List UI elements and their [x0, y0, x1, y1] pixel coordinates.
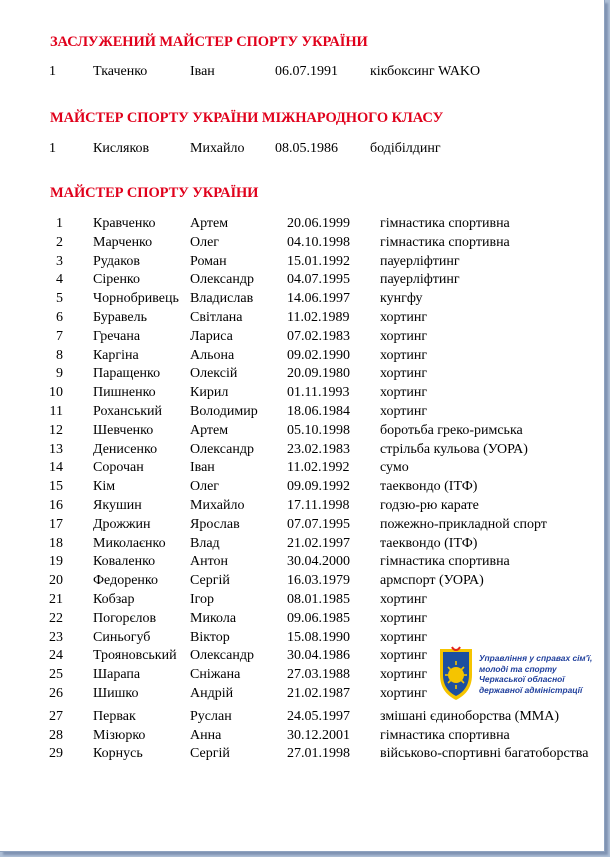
first-name: Олег	[190, 479, 220, 495]
sport: хортинг	[380, 385, 428, 401]
row-number: 11	[49, 404, 63, 419]
birth-date: 15.01.1992	[287, 253, 350, 269]
row-number: 27	[49, 708, 63, 724]
birth-date: 30.04.2000	[287, 554, 350, 570]
row-number: 9	[56, 366, 63, 382]
logo-caption	[479, 653, 605, 695]
birth-date: 20.06.1999	[287, 216, 350, 231]
first-name: Руслан	[190, 708, 232, 724]
surname: Федоренко	[93, 573, 159, 589]
surname: Каргіна	[93, 347, 139, 363]
sport: кунгфу	[380, 291, 423, 307]
row-number: 14	[49, 460, 63, 476]
sport: таеквондо (ІТФ)	[380, 535, 478, 551]
sport: таеквондо (ІТФ)	[380, 479, 478, 495]
birth-date: 15.08.1990	[287, 629, 350, 645]
department-logo	[437, 645, 607, 701]
birth-date: 21.02.1997	[287, 535, 350, 551]
sport: кікбоксинг WAKO	[370, 64, 481, 79]
logo-line: Черкаської обласної	[479, 674, 565, 684]
surname: Пишненко	[93, 385, 156, 401]
first-name: Іван	[190, 460, 215, 476]
birth-date: 11.02.1992	[287, 460, 350, 476]
sport: пауерліфтинг	[380, 253, 460, 269]
surname: Корнусь	[93, 746, 143, 762]
row-number: 12	[49, 422, 63, 438]
row-number: 15	[49, 479, 63, 495]
sport: армспорт (УОРА)	[380, 573, 484, 589]
sport: гімнастика спортивна	[380, 554, 510, 570]
sport: гімнастика спортивна	[380, 727, 510, 743]
surname: Ткаченко	[93, 64, 148, 79]
row-number: 26	[49, 686, 63, 701]
first-name: Сергій	[190, 573, 230, 589]
row-number: 1	[49, 64, 56, 79]
row-number: 20	[49, 573, 63, 589]
row-number: 28	[49, 727, 63, 743]
sport: гімнастика спортивна	[380, 216, 510, 231]
first-name: Сергій	[190, 746, 230, 762]
birth-date: 17.11.1998	[287, 498, 350, 513]
section-heading: МАЙСТЕР СПОРТУ УКРАЇНИ МІЖНАРОДНОГО КЛАСУ	[50, 110, 444, 126]
row-number: 19	[49, 554, 63, 570]
birth-date: 20.09.1980	[287, 366, 350, 382]
row-number: 3	[56, 253, 63, 269]
surname: Чорнобривець	[93, 291, 179, 307]
birth-date: 27.03.1988	[287, 667, 350, 683]
row-number: 2	[56, 234, 63, 250]
surname: Шевченко	[93, 422, 154, 438]
birth-date: 04.10.1998	[287, 234, 350, 250]
row-number: 13	[49, 441, 63, 457]
row-number: 21	[49, 592, 63, 607]
sport: хортинг	[380, 366, 428, 382]
first-name: Владислав	[190, 291, 254, 307]
birth-date: 07.02.1983	[287, 328, 350, 344]
surname: Трояновський	[93, 648, 177, 664]
first-name: Олексій	[190, 366, 238, 382]
surname: Гречана	[93, 328, 141, 344]
surname: Сорочан	[93, 460, 144, 476]
birth-date: 14.06.1997	[287, 291, 350, 307]
logo-line: Управління у справах сім'ї,	[479, 653, 593, 663]
first-name: Лариса	[190, 328, 233, 344]
row-number: 1	[49, 141, 56, 156]
row-number: 18	[49, 535, 63, 551]
first-name: Іван	[190, 64, 215, 79]
birth-date: 30.12.2001	[287, 727, 350, 743]
sport: боротьба греко-римська	[380, 422, 523, 438]
row-number: 5	[56, 291, 63, 307]
birth-date: 09.09.1992	[287, 479, 350, 495]
surname: Первак	[93, 708, 136, 724]
first-name: Олександр	[190, 272, 254, 288]
sport: сумо	[380, 460, 409, 476]
birth-date: 08.05.1986	[275, 141, 338, 156]
sport: хортинг	[380, 592, 428, 607]
first-name: Світлана	[190, 310, 243, 325]
row-number: 24	[49, 648, 63, 664]
birth-date: 04.07.1995	[287, 272, 350, 288]
birth-date: 16.03.1979	[287, 573, 350, 589]
surname: Кравченко	[93, 216, 156, 231]
birth-date: 27.01.1998	[287, 746, 350, 762]
surname: Марченко	[93, 234, 153, 250]
first-name: Артем	[190, 216, 229, 231]
sport: хортинг	[380, 347, 428, 363]
sport: гімнастика спортивна	[380, 234, 510, 250]
birth-date: 30.04.1986	[287, 648, 350, 664]
first-name: Альона	[190, 347, 235, 363]
row-number: 4	[56, 272, 63, 288]
row-number: 1	[56, 216, 63, 231]
row-number: 23	[49, 629, 63, 645]
row-number: 17	[49, 516, 63, 532]
birth-date: 24.05.1997	[287, 708, 350, 724]
surname: Синьогуб	[93, 629, 151, 645]
first-name: Микола	[190, 610, 237, 626]
first-name: Олександр	[190, 441, 254, 457]
row-number: 16	[49, 498, 63, 513]
birth-date: 23.02.1983	[287, 441, 350, 457]
section-heading: МАЙСТЕР СПОРТУ УКРАЇНИ	[50, 185, 259, 201]
surname: Якушин	[93, 498, 142, 513]
first-name: Ярослав	[190, 516, 240, 532]
sport: хортинг	[380, 629, 428, 645]
sport: військово-спортивні багатоборства	[380, 746, 589, 762]
surname: Погорєлов	[93, 610, 157, 626]
surname: Сіренко	[93, 272, 141, 288]
surname: Миколаєнко	[93, 535, 166, 551]
sport: стрільба кульова (УОРА)	[380, 441, 528, 457]
first-name: Анна	[190, 727, 222, 743]
sport: хортинг	[380, 328, 428, 344]
first-name: Ігор	[190, 592, 215, 607]
surname: Дрожжин	[93, 516, 151, 532]
surname: Кобзар	[93, 592, 135, 607]
row-number: 29	[49, 746, 63, 762]
birth-date: 06.07.1991	[275, 64, 338, 79]
row-number: 8	[56, 347, 63, 363]
sport: годзю-рю карате	[380, 498, 479, 513]
birth-date: 05.10.1998	[287, 422, 350, 438]
first-name: Артем	[190, 422, 229, 438]
surname: Роханський	[93, 404, 162, 419]
surname: Коваленко	[93, 554, 156, 570]
sport: хортинг	[380, 310, 428, 325]
first-name: Володимир	[190, 404, 258, 419]
sport: хортинг	[380, 648, 428, 664]
surname: Рудаков	[93, 253, 140, 269]
sport: пожежно-прикладной спорт	[380, 516, 547, 532]
first-name: Олег	[190, 234, 220, 250]
logo-line: молоді та спорту	[479, 663, 557, 674]
birth-date: 18.06.1984	[287, 404, 350, 419]
first-name: Андрій	[190, 686, 234, 701]
first-name: Кирил	[190, 385, 229, 401]
first-name: Михайло	[190, 141, 245, 156]
birth-date: 09.02.1990	[287, 347, 350, 363]
surname: Мізюрко	[93, 727, 146, 743]
sport: хортинг	[380, 404, 428, 419]
birth-date: 09.06.1985	[287, 610, 350, 626]
birth-date: 11.02.1989	[287, 310, 350, 325]
row-number: 7	[56, 328, 63, 344]
row-number: 6	[56, 310, 63, 325]
first-name: Віктор	[190, 629, 230, 645]
logo-line: державної адміністрації	[479, 684, 583, 695]
surname: Кім	[93, 479, 116, 495]
birth-date: 07.07.1995	[287, 516, 350, 532]
surname: Кисляков	[93, 141, 150, 156]
sport: хортинг	[380, 686, 428, 701]
sport: хортинг	[380, 667, 428, 683]
row-number: 10	[49, 385, 63, 401]
surname: Буравель	[93, 310, 148, 325]
first-name: Олександр	[190, 648, 254, 664]
sport: бодібілдинг	[370, 141, 441, 156]
first-name: Антон	[190, 554, 229, 570]
surname: Паращенко	[93, 366, 161, 382]
first-name: Михайло	[190, 498, 245, 513]
surname: Денисенко	[93, 441, 158, 457]
surname: Шишко	[93, 686, 139, 701]
birth-date: 01.11.1993	[287, 385, 350, 401]
sport: хортинг	[380, 610, 428, 626]
row-number: 22	[49, 610, 63, 626]
birth-date: 08.01.1985	[287, 592, 350, 607]
first-name: Влад	[190, 535, 220, 551]
first-name: Роман	[190, 253, 227, 269]
sport: змішані єдиноборства (ММА)	[380, 708, 559, 724]
surname: Шарапа	[93, 667, 141, 683]
row-number: 25	[49, 667, 63, 683]
sport: пауерліфтинг	[380, 272, 460, 288]
first-name: Сніжана	[190, 667, 241, 683]
emblem-icon	[437, 645, 475, 701]
section-heading: ЗАСЛУЖЕНИЙ МАЙСТЕР СПОРТУ УКРАЇНИ	[50, 34, 368, 50]
birth-date: 21.02.1987	[287, 686, 350, 701]
